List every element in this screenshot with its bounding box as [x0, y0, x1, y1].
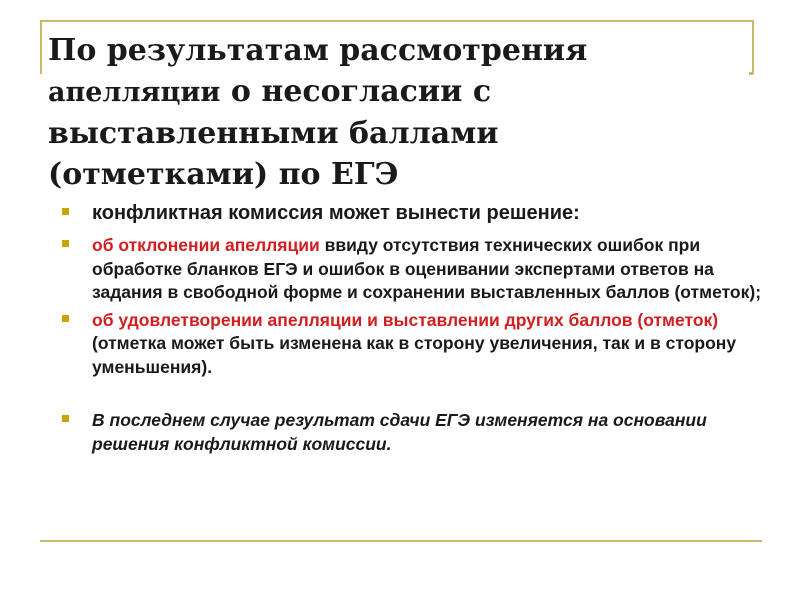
bullet-highlight: об удовлетворении апелляции и выставлении других баллов (отметок) — [92, 309, 719, 330]
slide-title — [48, 30, 748, 195]
title-line-2-small: апелляции — [48, 77, 221, 108]
title-frame-top-line — [40, 20, 752, 22]
bullet-item — [62, 200, 762, 226]
bullet-square-icon — [62, 415, 69, 422]
bullet-square-icon — [62, 208, 69, 215]
bullet-text: (отметка может быть изменена как в сторону увеличения, так и в сторону уменьшения). — [92, 333, 737, 377]
title-line-2-rest: о несогласии с — [220, 74, 492, 109]
bullet-list — [62, 200, 762, 456]
bullet-square-icon — [62, 315, 69, 322]
title-frame-right-line — [752, 20, 754, 74]
bullet-text: ввиду отсутствия технических ошибок при обработке бланков ЕГЭ и ошибок в оценивании экспертами ответов на задания в свободной форме и сохранении выставленных баллов (отметок); — [92, 235, 762, 302]
bullet-highlight: об отклонении апелляции — [92, 235, 320, 255]
bullet-text: конфликтная комиссия может вынести решение: — [92, 202, 580, 224]
title-frame-left-line — [40, 20, 42, 74]
title-line-1: По результатам рассмотрения — [48, 33, 588, 68]
title-frame-corner-mark — [749, 72, 753, 75]
bullet-item — [62, 409, 762, 456]
bullet-item — [62, 309, 762, 380]
title-line-4: (отметками) по ЕГЭ — [48, 157, 399, 192]
title-line-3: выставленными баллами — [48, 116, 499, 151]
title-line-2 — [48, 71, 748, 113]
bullet-text: В последнем случае результат сдачи ЕГЭ изменяется на основании решения конфликтной комиссии. — [92, 410, 707, 454]
bottom-divider-line — [40, 540, 762, 542]
bullet-square-icon — [62, 240, 69, 247]
bullet-item — [62, 234, 762, 305]
